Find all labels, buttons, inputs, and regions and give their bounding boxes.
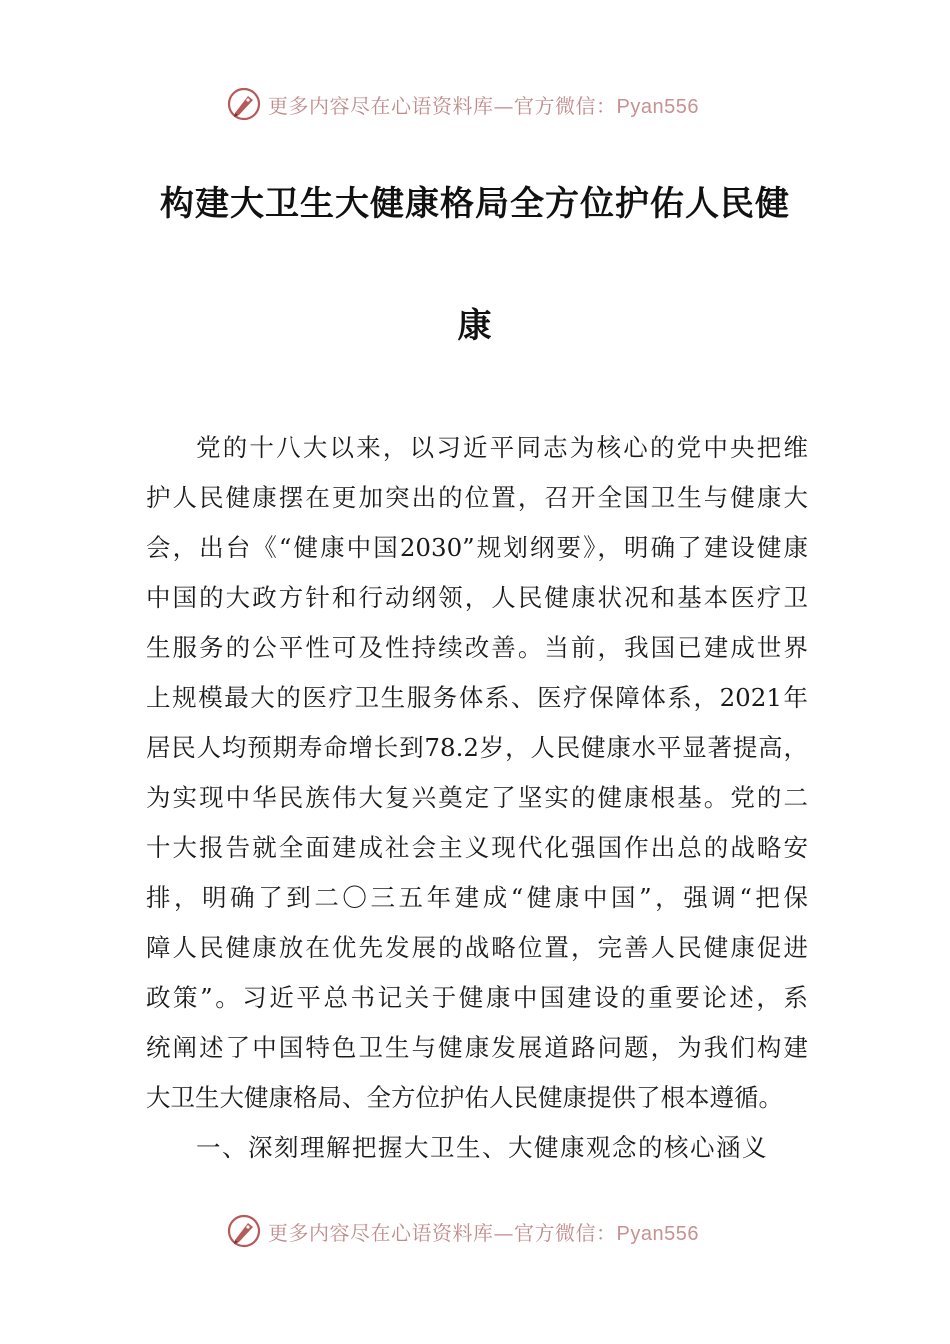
banner-label: 更多内容尽在心语资料库—官方微信： <box>268 93 617 118</box>
paragraph-line: 政策”。习近平总书记关于健康中国建设的重要论述，系 <box>146 983 808 1012</box>
banner-label: 更多内容尽在心语资料库—官方微信： <box>268 1220 617 1245</box>
footer-banner <box>226 1209 699 1253</box>
paragraph-line: 党的十八大以来，以习近平同志为核心的党中央把维 <box>196 433 808 462</box>
paragraph-line: 排，明确了到二〇三五年建成“健康中国”，强调“把保 <box>146 883 808 912</box>
pen-nib-logo-icon <box>226 1213 262 1249</box>
paragraph-line: 大卫生大健康格局、全方位护佑人民健康提供了根本遵循。 <box>146 1083 783 1112</box>
paragraph-line: 为实现中华民族伟大复兴奠定了坚实的健康根基。党的二 <box>146 783 808 812</box>
banner-text <box>268 1217 699 1246</box>
banner-text <box>268 90 699 119</box>
paragraph-line: 中国的大政方针和行动纲领，人民健康状况和基本医疗卫 <box>146 583 808 612</box>
banner-wechat-id: Pyan556 <box>616 95 699 118</box>
header-banner <box>226 82 699 126</box>
paragraph-line: 统阐述了中国特色卫生与健康发展道路问题，为我们构建 <box>146 1033 808 1062</box>
document-title-line-1: 构建大卫生大健康格局全方位护佑人民健 <box>160 184 790 224</box>
banner-wechat-id: Pyan556 <box>616 1222 699 1245</box>
paragraph-line: 障人民健康放在优先发展的战略位置，完善人民健康促进 <box>146 933 808 962</box>
section-heading: 一、深刻理解把握大卫生、大健康观念的核心涵义 <box>196 1133 768 1162</box>
paragraph-line: 居民人均预期寿命增长到78.2岁，人民健康水平显著提高， <box>146 733 808 762</box>
paragraph-line: 生服务的公平性可及性持续改善。当前，我国已建成世界 <box>146 633 808 662</box>
paragraph-line: 上规模最大的医疗卫生服务体系、医疗保障体系，2021年 <box>146 683 808 712</box>
pen-nib-logo-icon <box>226 86 262 122</box>
paragraph-line: 十大报告就全面建成社会主义现代化强国作出总的战略安 <box>146 833 808 862</box>
document-title-line-2: 康 <box>457 306 493 346</box>
paragraph-line: 会，出台《“健康中国2030”规划纲要》，明确了建设健康 <box>146 533 808 562</box>
paragraph-line: 护人民健康摆在更加突出的位置，召开全国卫生与健康大 <box>146 483 808 512</box>
